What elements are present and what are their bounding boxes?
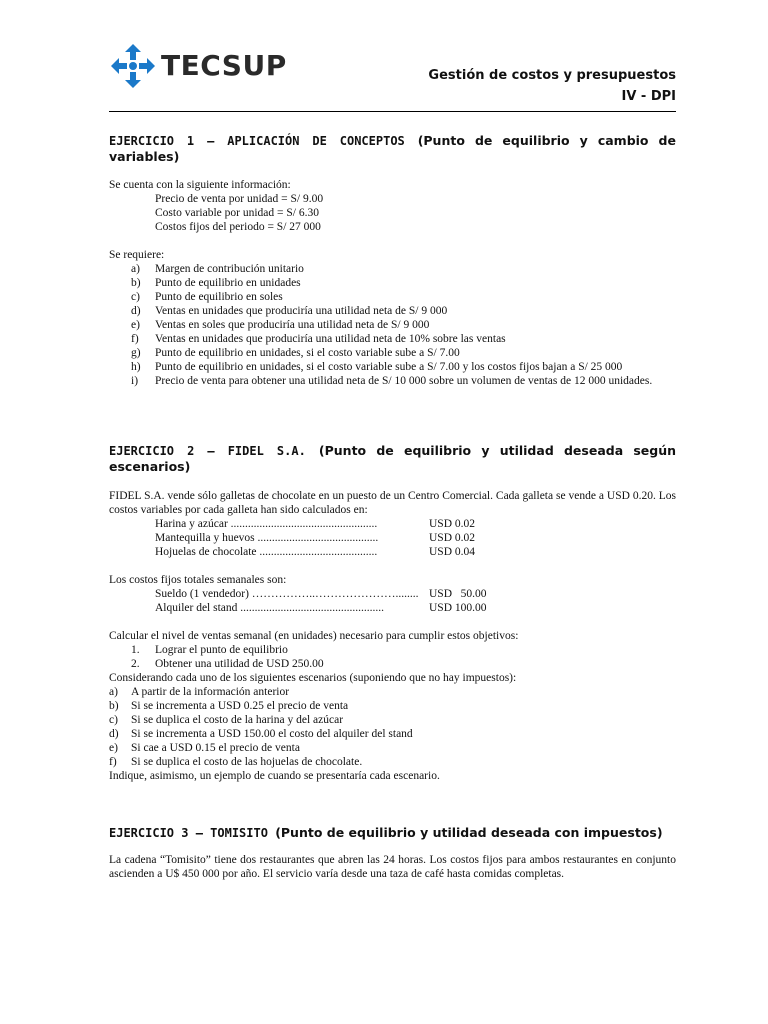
item-label: f) bbox=[109, 756, 117, 768]
cost-row bbox=[109, 601, 676, 615]
requirements-label: Se requiere: bbox=[109, 249, 165, 261]
list-item bbox=[109, 713, 676, 727]
item-text: Punto de equilibrio en unidades, si el costo variable sube a S/ 7.00 bbox=[155, 347, 460, 359]
list-item bbox=[109, 657, 676, 671]
exercise-2 bbox=[109, 443, 676, 783]
item-label: c) bbox=[109, 714, 118, 726]
list-item bbox=[109, 685, 676, 699]
list-item bbox=[109, 374, 676, 388]
closing-note: Indique, asimismo, un ejemplo de cuando se presentaría cada escenario. bbox=[109, 770, 440, 782]
item-text: Ventas en unidades que produciría una utilidad neta de S/ 9 000 bbox=[155, 305, 448, 317]
cost-row bbox=[109, 517, 676, 531]
cost-row bbox=[109, 545, 676, 559]
item-text: Margen de contribución unitario bbox=[155, 263, 304, 275]
exercise-3 bbox=[109, 825, 676, 881]
list-item bbox=[109, 262, 676, 276]
exercise-1-intro: Se cuenta con la siguiente información: bbox=[109, 179, 291, 191]
exercise-1-title bbox=[109, 133, 676, 165]
item-label: 2. bbox=[131, 658, 140, 670]
item-text: Ventas en soles que produciría una utilidad neta de S/ 9 000 bbox=[155, 319, 430, 331]
exercise-1-heading: EJERCICIO 1 – APLICACIÓN DE CONCEPTOS bbox=[109, 134, 405, 148]
cost-value: USD 0.04 bbox=[429, 546, 476, 558]
brand-name: TECSUP bbox=[161, 49, 287, 82]
list-item bbox=[109, 755, 676, 769]
item-label: b) bbox=[131, 277, 141, 289]
list-item bbox=[109, 360, 676, 374]
item-text: Si se duplica el costo de las hojuelas de chocolate. bbox=[131, 756, 363, 768]
header-divider bbox=[109, 111, 676, 112]
list-item bbox=[109, 318, 676, 332]
item-label: h) bbox=[131, 361, 141, 373]
item-text: Si cae a USD 0.15 el precio de venta bbox=[131, 742, 300, 754]
course-title: Gestión de costos y presupuestos bbox=[428, 68, 676, 83]
info-line: Costo variable por unidad = S/ 6.30 bbox=[155, 207, 319, 219]
item-text: Punto de equilibrio en soles bbox=[155, 291, 283, 303]
item-text: Lograr el punto de equilibrio bbox=[155, 644, 288, 656]
page-header bbox=[109, 38, 676, 110]
item-text: Punto de equilibrio en unidades bbox=[155, 277, 301, 289]
item-text: Punto de equilibrio en unidades, si el costo variable sube a S/ 7.00 y los costos fijos bajan a S/ 25 000 bbox=[155, 361, 623, 373]
list-item bbox=[109, 304, 676, 318]
item-label: f) bbox=[131, 333, 139, 345]
cost-value: USD 100.00 bbox=[429, 602, 487, 614]
item-label: 1. bbox=[131, 644, 140, 656]
exercise-3-subtitle: (Punto de equilibrio y utilidad deseada con impuestos) bbox=[275, 825, 663, 840]
list-item bbox=[109, 276, 676, 290]
list-item bbox=[109, 699, 676, 713]
cost-name: Alquiler del stand .................................................. bbox=[155, 602, 385, 614]
list-item bbox=[109, 727, 676, 741]
list-item bbox=[109, 741, 676, 755]
tecsup-logo bbox=[109, 42, 287, 90]
cost-value: USD 50.00 bbox=[429, 588, 487, 600]
item-label: e) bbox=[109, 742, 118, 754]
cost-value: USD 0.02 bbox=[429, 532, 476, 544]
exercise-2-title bbox=[109, 443, 676, 475]
info-line: Costos fijos del periodo = S/ 27 000 bbox=[155, 221, 321, 233]
item-label: b) bbox=[109, 700, 119, 712]
item-text: Precio de venta para obtener una utilidad neta de S/ 10 000 sobre un volumen de ventas de 12 000 unidades. bbox=[155, 375, 653, 387]
exercise-1 bbox=[109, 133, 676, 388]
item-label: i) bbox=[131, 375, 139, 387]
cost-row bbox=[109, 587, 676, 601]
cost-name: Hojuelas de chocolate ......................................... bbox=[155, 546, 378, 558]
scenarios-intro: Considerando cada uno de los siguientes escenarios (suponiendo que no hay impuestos): bbox=[109, 672, 517, 684]
item-label: c) bbox=[131, 291, 140, 303]
exercise-3-title bbox=[109, 825, 676, 841]
tecsup-emblem-icon bbox=[109, 42, 157, 90]
list-item bbox=[109, 346, 676, 360]
item-text: A partir de la información anterior bbox=[131, 686, 290, 698]
fixed-costs-intro: Los costos fijos totales semanales son: bbox=[109, 574, 287, 586]
item-label: d) bbox=[109, 728, 119, 740]
item-text: Obtener una utilidad de USD 250.00 bbox=[155, 658, 324, 670]
header-info bbox=[428, 65, 676, 107]
item-label: d) bbox=[131, 305, 141, 317]
exercise-3-intro: La cadena “Tomisito” tiene dos restaurantes que abren las 24 horas. Los costos fijos para ambos restaurantes en conjunto ascienden a U$ 450 000 por año. El servicio varía desde una taza de café hasta comidas completas. bbox=[109, 854, 676, 880]
list-item bbox=[109, 332, 676, 346]
item-label: a) bbox=[109, 686, 118, 698]
list-item bbox=[109, 290, 676, 304]
course-section: IV - DPI bbox=[621, 89, 676, 104]
list-item bbox=[109, 643, 676, 657]
cost-value: USD 0.02 bbox=[429, 518, 476, 530]
exercise-2-intro: FIDEL S.A. vende sólo galletas de chocolate en un puesto de un Centro Comercial. Cada galleta se vende a USD 0.20. Los costos variables por cada galleta han sido calculados en: bbox=[109, 490, 676, 516]
calc-instruction: Calcular el nivel de ventas semanal (en unidades) necesario para cumplir estos objetivos: bbox=[109, 630, 519, 642]
item-label: a) bbox=[131, 263, 140, 275]
cost-name: Mantequilla y huevos .......................................... bbox=[155, 532, 379, 544]
item-label: e) bbox=[131, 319, 140, 331]
item-label: g) bbox=[131, 347, 141, 359]
cost-row bbox=[109, 531, 676, 545]
exercise-2-subtitle: (Punto de equilibrio y utilidad deseada según escenarios) bbox=[109, 443, 677, 474]
exercise-2-heading: EJERCICIO 2 – FIDEL S.A. bbox=[109, 444, 306, 458]
exercise-1-subtitle: (Punto de equilibrio y cambio de variables) bbox=[109, 133, 676, 164]
cost-name: Sueldo (1 vendedor) ……………..…………………........ bbox=[155, 588, 419, 600]
item-text: Si se incrementa a USD 0.25 el precio de venta bbox=[131, 700, 349, 712]
item-text: Si se duplica el costo de la harina y del azúcar bbox=[131, 714, 344, 726]
exercise-3-heading: EJERCICIO 3 – TOMISITO bbox=[109, 826, 268, 840]
cost-name: Harina y azúcar ................................................... bbox=[155, 518, 378, 530]
item-text: Si se incrementa a USD 150.00 el costo del alquiler del stand bbox=[131, 728, 413, 740]
item-text: Ventas en unidades que produciría una utilidad neta de 10% sobre las ventas bbox=[155, 333, 506, 345]
info-line: Precio de venta por unidad = S/ 9.00 bbox=[155, 193, 324, 205]
